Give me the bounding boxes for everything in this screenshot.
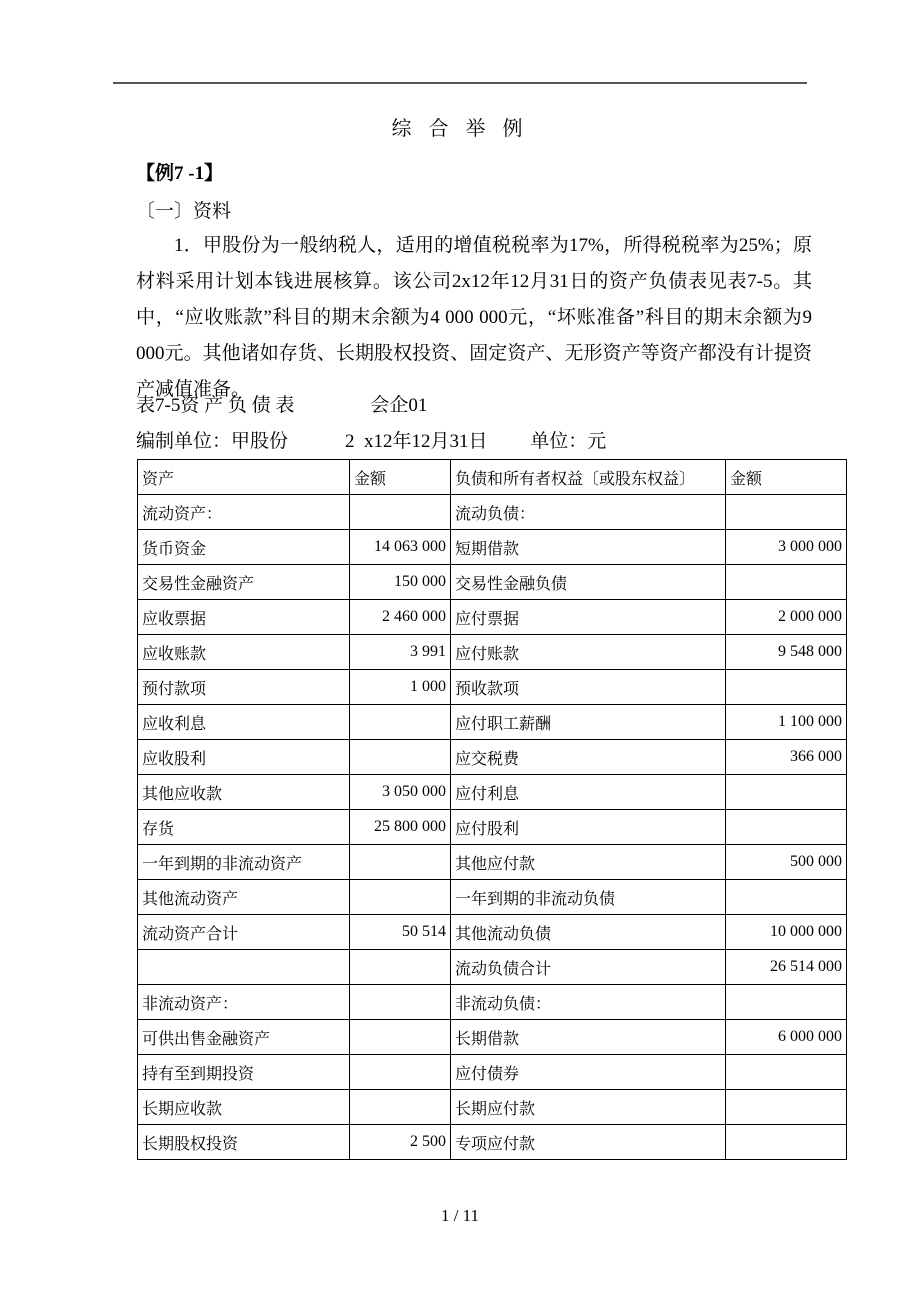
body-paragraph	[136, 228, 812, 408]
cell-liability: 应付账款	[451, 635, 726, 670]
cell-liability: 应付票据	[451, 600, 726, 635]
paragraph-text: 1．甲股份为一般纳税人，适用的增值税税率为17%，所得税税率为25%；原材料采用计划本钱进展核算。该公司2x12年12月31日的资产负债表见表7-5。其中，“应收账款”科目的期末余额为4 000 000元，“坏账准备”科目的期末余额为9 000元。其他诸如存货、长期股权投资、固定资产、无形资产等资产都没有计提资产减值准备。	[136, 235, 812, 400]
table-row	[138, 565, 847, 600]
cell-liability-amount: 2 000 000	[726, 600, 847, 635]
cell-liability-amount	[726, 495, 847, 530]
table-row	[138, 530, 847, 565]
balance-sheet-table	[137, 459, 847, 1160]
cell-liability-amount: 1 100 000	[726, 705, 847, 740]
cell-liability-amount: 366 000	[726, 740, 847, 775]
table-row	[138, 1090, 847, 1125]
cell-liability: 应付股利	[451, 810, 726, 845]
table-row	[138, 775, 847, 810]
cell-asset: 存货	[138, 810, 350, 845]
cell-liability-amount	[726, 1055, 847, 1090]
subcaption-date: 2 x12年12月31日	[345, 431, 488, 452]
cell-liability-amount: 3 000 000	[726, 530, 847, 565]
cell-asset: 长期应收款	[138, 1090, 350, 1125]
cell-asset-amount: 3 050 000	[350, 775, 451, 810]
cell-asset: 持有至到期投资	[138, 1055, 350, 1090]
table-header-row	[138, 460, 847, 495]
cell-asset-amount	[350, 1055, 451, 1090]
header-rule	[113, 82, 807, 84]
cell-asset-amount	[350, 985, 451, 1020]
cell-asset-amount: 25 800 000	[350, 810, 451, 845]
column-header-asset-amount: 金额	[350, 460, 451, 495]
cell-liability: 其他应付款	[451, 845, 726, 880]
cell-asset	[138, 950, 350, 985]
page-title: 综 合 举 例	[391, 118, 529, 140]
cell-liability-amount	[726, 880, 847, 915]
cell-liability-amount	[726, 670, 847, 705]
cell-liability: 应付职工薪酬	[451, 705, 726, 740]
cell-asset-amount	[350, 740, 451, 775]
table-row	[138, 845, 847, 880]
table-row	[138, 1125, 847, 1160]
cell-liability-amount: 26 514 000	[726, 950, 847, 985]
cell-liability-amount	[726, 1125, 847, 1160]
cell-asset-amount	[350, 1090, 451, 1125]
cell-asset-amount: 1 000	[350, 670, 451, 705]
cell-asset: 预付款项	[138, 670, 350, 705]
cell-liability: 长期借款	[451, 1020, 726, 1055]
cell-liability-amount	[726, 985, 847, 1020]
cell-asset-amount	[350, 1020, 451, 1055]
cell-liability-amount	[726, 775, 847, 810]
table-row	[138, 670, 847, 705]
cell-asset: 一年到期的非流动资产	[138, 845, 350, 880]
cell-asset-amount	[350, 845, 451, 880]
example-tag: 【例7 -1】	[136, 163, 224, 184]
cell-liability: 非流动负债：	[451, 985, 726, 1020]
cell-asset-amount	[350, 880, 451, 915]
table-row	[138, 950, 847, 985]
column-header-liability: 负债和所有者权益〔或股东权益〕	[451, 460, 726, 495]
table-row	[138, 1055, 847, 1090]
cell-asset: 应收账款	[138, 635, 350, 670]
balance-sheet-body	[138, 460, 847, 1160]
table-row	[138, 495, 847, 530]
cell-asset-amount: 50 514	[350, 915, 451, 950]
cell-asset: 交易性金融资产	[138, 565, 350, 600]
cell-liability-amount: 6 000 000	[726, 1020, 847, 1055]
table-row	[138, 810, 847, 845]
table-caption-main: 表7-5资 产 负 债 表	[136, 395, 295, 416]
table-row	[138, 985, 847, 1020]
cell-liability-amount	[726, 565, 847, 600]
cell-asset-amount: 2 500	[350, 1125, 451, 1160]
table-subcaption	[136, 426, 606, 453]
cell-asset-amount	[350, 950, 451, 985]
cell-liability: 应付利息	[451, 775, 726, 810]
cell-asset-amount: 150 000	[350, 565, 451, 600]
table-row	[138, 740, 847, 775]
cell-liability: 应交税费	[451, 740, 726, 775]
cell-asset-amount: 14 063 000	[350, 530, 451, 565]
cell-liability: 其他流动负债	[451, 915, 726, 950]
subcaption-currency: 单位：元	[530, 431, 607, 452]
cell-liability: 专项应付款	[451, 1125, 726, 1160]
column-header-liability-amount: 金额	[726, 460, 847, 495]
cell-asset: 其他应收款	[138, 775, 350, 810]
cell-liability-amount: 500 000	[726, 845, 847, 880]
page-footer: 1 / 11	[440, 1206, 480, 1225]
cell-asset-amount: 2 460 000	[350, 600, 451, 635]
cell-asset: 应收利息	[138, 705, 350, 740]
cell-asset: 可供出售金融资产	[138, 1020, 350, 1055]
cell-asset: 应收股利	[138, 740, 350, 775]
table-row	[138, 635, 847, 670]
cell-liability: 预收款项	[451, 670, 726, 705]
cell-liability: 长期应付款	[451, 1090, 726, 1125]
cell-asset: 流动资产：	[138, 495, 350, 530]
section-label: 〔一〕资料	[136, 201, 232, 222]
cell-asset-amount	[350, 495, 451, 530]
cell-liability: 流动负债：	[451, 495, 726, 530]
cell-asset-amount: 3 991	[350, 635, 451, 670]
cell-liability: 短期借款	[451, 530, 726, 565]
table-caption	[136, 390, 427, 417]
cell-liability-amount	[726, 810, 847, 845]
table-row	[138, 915, 847, 950]
cell-asset: 长期股权投资	[138, 1125, 350, 1160]
cell-liability: 流动负债合计	[451, 950, 726, 985]
cell-liability: 应付债券	[451, 1055, 726, 1090]
cell-asset: 流动资产合计	[138, 915, 350, 950]
cell-asset: 非流动资产：	[138, 985, 350, 1020]
table-caption-code: 会企01	[370, 395, 428, 416]
cell-liability: 交易性金融负债	[451, 565, 726, 600]
cell-asset: 应收票据	[138, 600, 350, 635]
cell-asset: 其他流动资产	[138, 880, 350, 915]
cell-liability-amount	[726, 1090, 847, 1125]
cell-liability-amount: 9 548 000	[726, 635, 847, 670]
table-row	[138, 1020, 847, 1055]
table-row	[138, 705, 847, 740]
table-row	[138, 600, 847, 635]
cell-asset: 货币资金	[138, 530, 350, 565]
cell-liability-amount: 10 000 000	[726, 915, 847, 950]
table-row	[138, 880, 847, 915]
cell-asset-amount	[350, 705, 451, 740]
subcaption-unit: 编制单位：甲股份	[136, 431, 289, 452]
column-header-asset: 资产	[138, 460, 350, 495]
cell-liability: 一年到期的非流动负债	[451, 880, 726, 915]
